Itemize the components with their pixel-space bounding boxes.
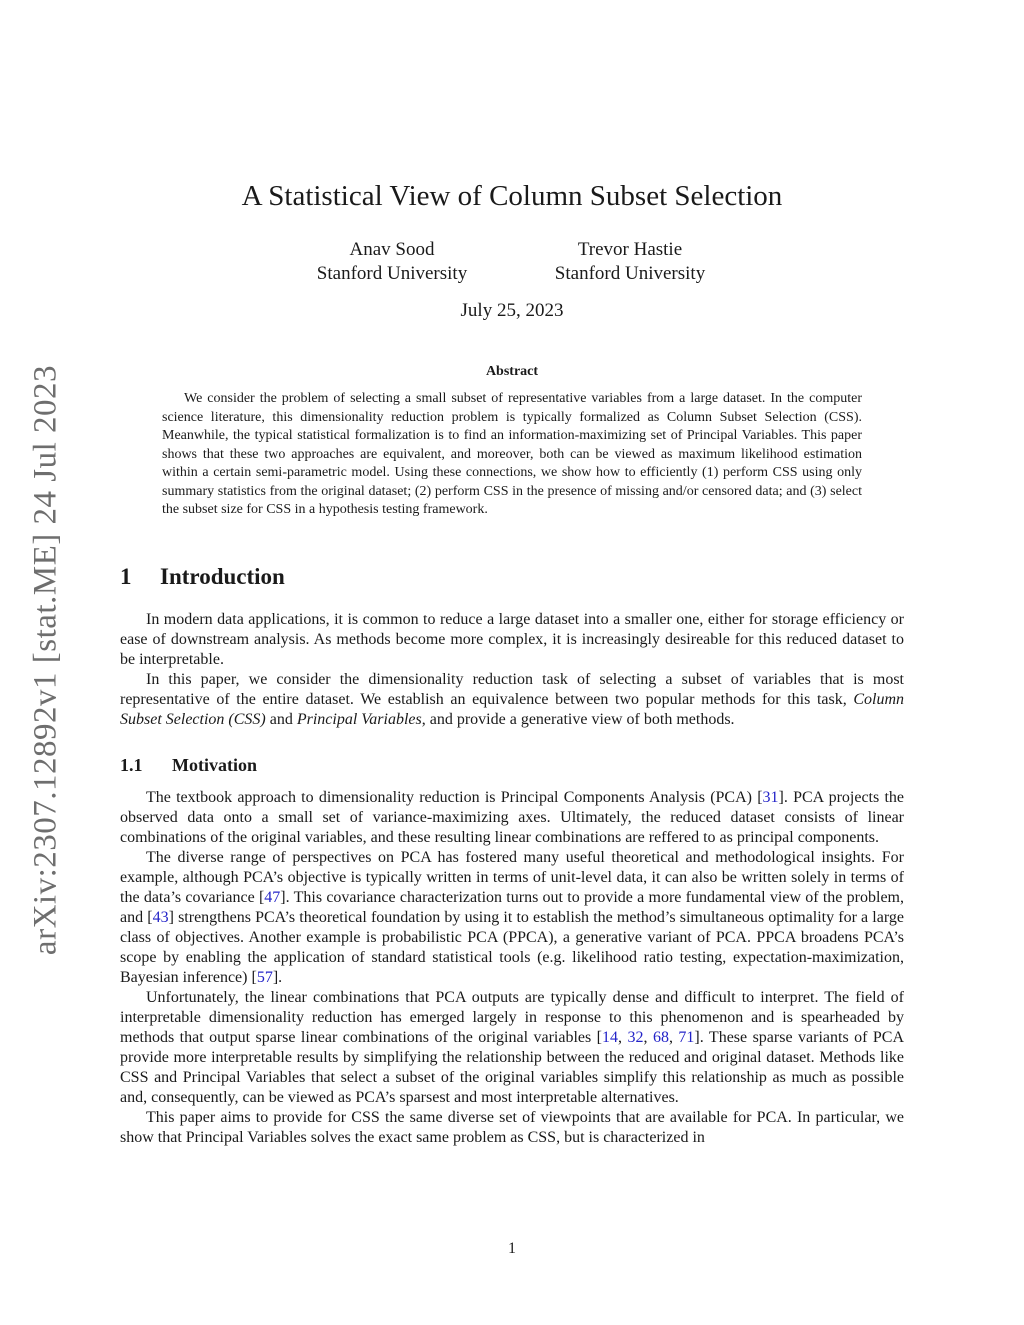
paragraph: The diverse range of perspectives on PCA has fostered many useful theoretical and methodological insights. For example, although PCA’s objective is typically written in terms of unit-level data, it can also be written solely in terms of the data’s covariance [47]. This covariance characterization turns out to provide a more fundamental view of the problem, and [43] strengthens PCA’s theoretical foundation by using it to establish the method’s simultaneous optimality for a large class of objectives. Another example is probabilistic PCA (PPCA), a generative variant of PCA. PPCA broadens PCA’s scope by enabling the application of standard statistical tools (e.g. likelihood ratio testing, expectation-maximization, Bayesian inference) [57]. (120, 849, 905, 986)
citation-link[interactable]: 43 (152, 909, 169, 926)
citation-link[interactable]: 32 (627, 1029, 644, 1046)
section-title: Introduction (160, 564, 285, 589)
abstract-text: We consider the problem of selecting a small subset of representative variables from a large dataset. In the computer science literature, this dimensionality reduction problem is typically formalized as Column Subset Selection (CSS). Meanwhile, the typical statistical formalization is to find an information-maximizing set of Principal Variables. This paper shows that these two approaches are equivalent, and moreover, both can be viewed as maximum likelihood estimation within a certain semi-parametric model. Using these connections, we show how to efficiently (1) perform CSS using only summary statistics from the original dataset; (2) perform CSS in the presence of missing and/or censored data; and (3) select the subset size for CSS in a hypothesis testing framework. (162, 391, 862, 517)
section-number: 1 (120, 564, 132, 589)
citation-link[interactable]: 68 (652, 1029, 669, 1046)
author-block (262, 238, 522, 286)
section-heading-introduction (120, 564, 285, 590)
arxiv-identifier: arXiv:2307.12892v1 [stat.ME] 24 Jul 2023 (27, 364, 64, 956)
author-affiliation: Stanford University (554, 263, 706, 284)
paper-title: A Statistical View of Column Subset Selection (241, 180, 783, 212)
citation-link[interactable]: 47 (264, 889, 281, 906)
paragraph: This paper aims to provide for CSS the same diverse set of viewpoints that are available for PCA. In particular, we show that Principal Variables solves the exact same problem as CSS, but is characterized in (120, 1109, 904, 1146)
motivation-body (120, 788, 904, 1148)
author-name: Trevor Hastie (577, 239, 683, 260)
paragraph: In modern data applications, it is common to reduce a large dataset into a smaller one, either for storage efficiency or ease of downstream analysis. As methods become more complex, it is increasingly desireable for this reduced dataset to be interpretable. (120, 611, 904, 668)
subsection-number: 1.1 (120, 755, 143, 775)
citation-link[interactable]: 31 (762, 789, 779, 806)
subsection-title: Motivation (172, 755, 257, 775)
introduction-body (120, 610, 904, 730)
emphasis: Column Subset Selection (CSS) (120, 691, 904, 728)
author-name: Anav Sood (349, 239, 435, 260)
page-number: 1 (508, 1240, 516, 1257)
abstract-heading: Abstract (485, 364, 539, 379)
arxiv-identifier-sidebar (24, 360, 68, 960)
paragraph: In this paper, we consider the dimensionality reduction task of selecting a subset of variables that is most representative of the entire dataset. We establish an equivalence between two popular methods for this task, Column Subset Selection (CSS) and Principal Variables, and provide a generative view of both methods. (120, 671, 904, 728)
paper-date: July 25, 2023 (460, 300, 564, 321)
author-block (500, 238, 760, 286)
citation-link[interactable]: 14 (602, 1029, 619, 1046)
citation-link[interactable]: 57 (256, 969, 273, 986)
paragraph: The textbook approach to dimensionality reduction is Principal Components Analysis (PCA) [31]. PCA projects the observed data onto a small set of variance-maximizing axes. Ultimately, the reduced dataset consists of linear combinations of the original variables, and these resulting linear combinations are reffered to as principal components. (120, 789, 904, 846)
citation-link[interactable]: 71 (678, 1029, 695, 1046)
paragraph: Unfortunately, the linear combinations that PCA outputs are typically dense and difficult to interpret. The field of interpretable dimensionality reduction has emerged largely in response to this phenomenon and is spearheaded by methods that output sparse linear combinations of the original variables [14, 32, 68, 71]. These sparse variants of PCA provide more interpretable results by simplifying the relationship between the reduced and original dataset. Methods like CSS and Principal Variables that select a subset of the original variables simplify this relationship as much as possible and, consequently, can be viewed as PCA’s sparsest and most interpretable alternatives. (120, 989, 905, 1106)
author-affiliation: Stanford University (316, 263, 468, 284)
subsection-heading-motivation (120, 755, 257, 776)
emphasis: Principal Variables (296, 711, 422, 728)
